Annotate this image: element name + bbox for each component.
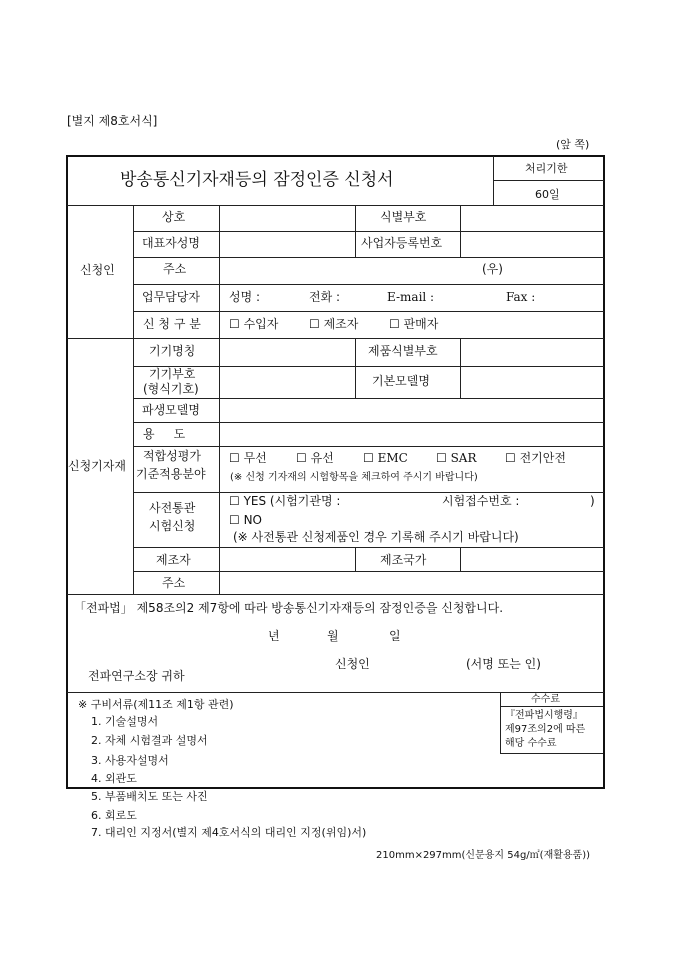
row-line xyxy=(133,547,604,548)
usage-label: 용 도 xyxy=(143,427,186,441)
checkbox-importer[interactable]: ☐ 수입자 xyxy=(229,317,279,331)
addressee: 전파연구소장 귀하 xyxy=(88,669,185,683)
list-item: 6. 회로도 xyxy=(91,809,137,822)
row-line xyxy=(133,231,604,232)
processing-divider xyxy=(493,180,604,181)
col-line xyxy=(460,338,461,398)
page-title: 방송통신기자재등의 잠정인증 신청서 xyxy=(120,170,394,190)
business-number-label: 사업자등록번호 xyxy=(361,236,443,250)
col-line xyxy=(355,547,356,571)
paper-spec: 210mm×297mm(신문용지 54g/㎡(재활용품)) xyxy=(376,850,591,861)
fee-divider xyxy=(500,706,603,707)
close-paren: ) xyxy=(590,494,595,508)
checkbox-wireless[interactable]: ☐ 무선 xyxy=(229,451,267,465)
list-item: 2. 자체 시험결과 설명서 xyxy=(91,734,208,747)
documents-heading: ※ 구비서류(제11조 제1항 관련) xyxy=(78,698,234,711)
row-line xyxy=(67,594,604,595)
checkbox-sar[interactable]: ☐ SAR xyxy=(436,451,477,465)
address-label: 주소 xyxy=(163,262,187,276)
pre-clearance-label: 사전통관 xyxy=(149,501,196,515)
list-item: 1. 기술설명서 xyxy=(91,715,159,728)
fee-line-1: 『전파법시행령』 xyxy=(505,710,583,721)
conformity-label: 적합성평가 xyxy=(143,449,201,463)
row-line xyxy=(133,284,604,285)
date-month: 월 xyxy=(327,629,339,643)
zip-label: (우) xyxy=(482,262,503,276)
row-line xyxy=(67,338,604,339)
row-line xyxy=(133,366,604,367)
applicant-section-label: 신청인 xyxy=(80,263,115,277)
equipment-section-label: 신청기자재 xyxy=(68,459,126,473)
checkbox-yes[interactable]: ☐ YES (시험기관명 : xyxy=(229,494,341,508)
standard-note: (※ 신청 기자재의 시험항목을 체크하여 주시기 바랍니다) xyxy=(230,472,478,483)
date-day: 일 xyxy=(389,629,401,643)
signature-label: (서명 또는 인) xyxy=(466,657,541,671)
representative-label: 대표자성명 xyxy=(142,236,200,250)
checkbox-seller[interactable]: ☐ 판매자 xyxy=(389,317,439,331)
basic-model-label: 기본모델명 xyxy=(372,374,430,388)
col-line xyxy=(355,338,356,398)
id-code-label: 식별부호 xyxy=(380,210,427,224)
contact-name-label: 성명 : xyxy=(229,290,261,304)
date-year: 년 xyxy=(268,629,280,643)
checkbox-emc[interactable]: ☐ EMC xyxy=(363,451,408,465)
country-label: 제조국가 xyxy=(380,553,427,567)
fee-label: 수수료 xyxy=(531,694,560,705)
checkbox-manufacturer[interactable]: ☐ 제조자 xyxy=(309,317,359,331)
list-item: 4. 외관도 xyxy=(91,772,137,785)
table-right-border xyxy=(603,155,605,789)
checkbox-no[interactable]: ☐ NO xyxy=(229,513,262,527)
applicant-sign-label: 신청인 xyxy=(335,657,370,671)
col-line xyxy=(219,205,220,594)
col-line xyxy=(133,205,134,594)
derived-model-label: 파생모델명 xyxy=(142,403,200,417)
application-type-label: 신 청 구 분 xyxy=(143,317,201,331)
contact-email-label: E-mail : xyxy=(387,290,435,304)
row-line xyxy=(133,571,604,572)
receipt-number-label: 시험접수번호 : xyxy=(442,494,520,508)
standard-field-label: 기준적용분야 xyxy=(136,467,206,481)
manufacturer-address-label: 주소 xyxy=(162,576,186,590)
processing-label: 처리기한 xyxy=(525,162,568,175)
list-item: 7. 대리인 지정서(별지 제4호서식의 대리인 지정(위임)서) xyxy=(91,826,367,839)
product-id-label: 제품식별부호 xyxy=(368,344,438,358)
page-side: (앞 쪽) xyxy=(556,138,590,151)
table-bottom-border xyxy=(66,787,605,789)
row-line xyxy=(133,422,604,423)
equipment-name-label: 기기명칭 xyxy=(149,344,196,358)
test-request-label: 시험신청 xyxy=(149,519,196,533)
declaration-text: 「전파법」 제58조의2 제7항에 따라 방송통신기자재등의 잠정인증을 신청합니다. xyxy=(74,601,504,615)
table-top-border xyxy=(66,155,605,157)
manufacturer-label: 제조자 xyxy=(156,553,191,567)
company-label: 상호 xyxy=(162,210,186,224)
model-type-label: (형식기호) xyxy=(143,382,199,396)
form-number: [별지 제8호서식] xyxy=(67,114,158,128)
fee-line-2: 제97조의2에 따른 xyxy=(505,724,586,735)
row-line xyxy=(133,257,604,258)
row-line xyxy=(67,205,604,206)
contact-phone-label: 전화 : xyxy=(309,290,341,304)
contact-person-label: 업무담당자 xyxy=(142,290,200,304)
row-line xyxy=(133,311,604,312)
col-line xyxy=(460,547,461,571)
contact-fax-label: Fax : xyxy=(506,290,536,304)
pre-clearance-note: (※ 사전통관 신청제품인 경우 기록해 주시기 바랍니다) xyxy=(233,530,519,544)
processing-value: 60일 xyxy=(535,188,560,201)
row-line xyxy=(133,492,604,493)
col-line xyxy=(355,205,356,257)
model-code-label: 기기부호 xyxy=(149,367,196,381)
col-line xyxy=(460,205,461,257)
checkbox-electrical-safety[interactable]: ☐ 전기안전 xyxy=(505,451,566,465)
fee-line-3: 해당 수수료 xyxy=(505,738,557,749)
row-line xyxy=(133,446,604,447)
list-item: 5. 부품배치도 또는 사진 xyxy=(91,790,208,803)
list-item: 3. 사용자설명서 xyxy=(91,754,169,767)
checkbox-wired[interactable]: ☐ 유선 xyxy=(296,451,334,465)
row-line xyxy=(133,398,604,399)
